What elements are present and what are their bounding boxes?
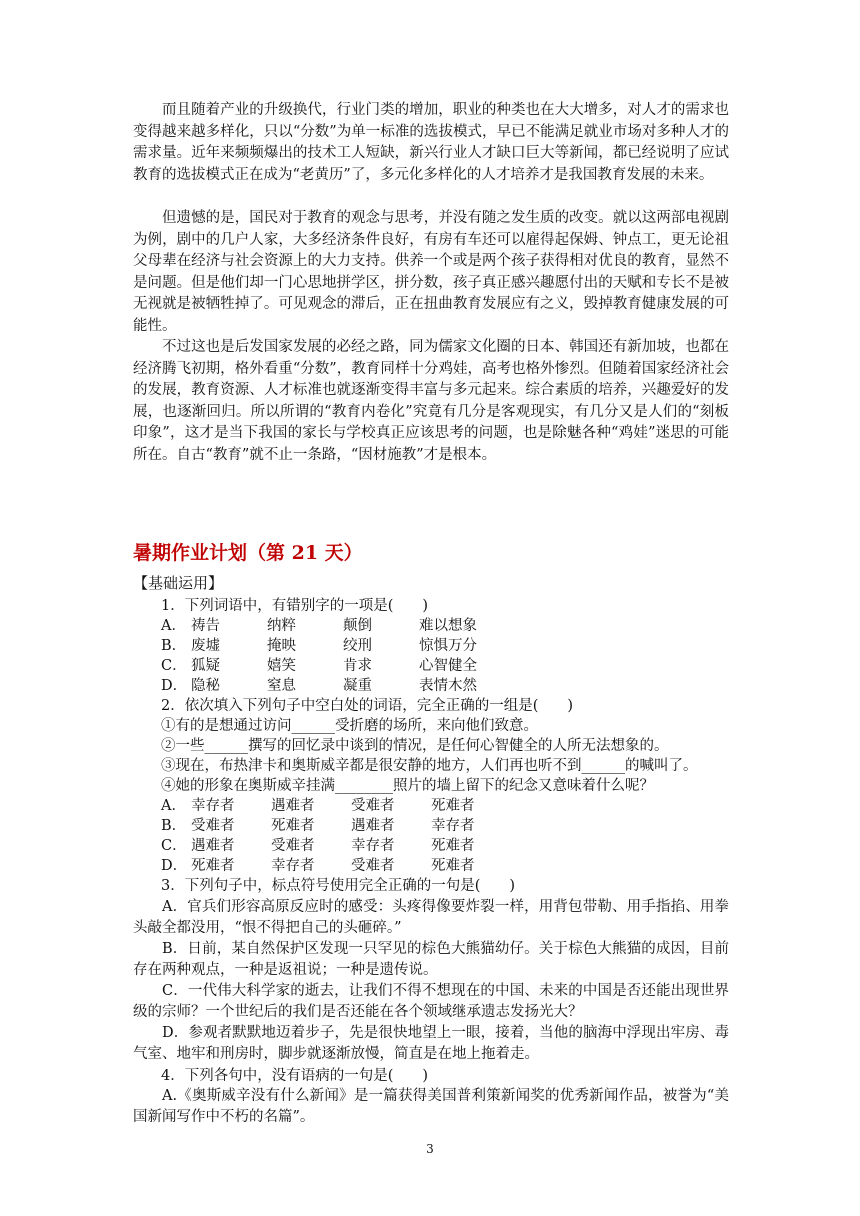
question-2-sentence-4: ④她的形象在奥斯威辛挂满________照片的墙上留下的纪念又意味着什么呢？	[161, 778, 654, 794]
option-letter: D．	[161, 858, 188, 874]
option-word: 遇难者	[271, 798, 315, 814]
option-word: 受难者	[271, 838, 315, 854]
option-word: 死难者	[431, 798, 475, 814]
option-letter: B．	[161, 818, 187, 834]
option-letter: D．	[161, 678, 188, 694]
question-2-sentence-2: ②一些______撰写的回忆录中谈到的情况，是任何心智健全的人所无法想象的。	[161, 738, 669, 754]
option-letter: C．	[161, 658, 187, 674]
option-word: 遇难者	[351, 818, 395, 834]
option-word: 隐秘	[191, 678, 220, 694]
question-2-option-a	[161, 796, 511, 816]
option-word: 幸存者	[351, 838, 395, 854]
question-3-option-a: A．官兵们形容高原反应时的感受：头疼得像要炸裂一样，用背包带勒、用手指掐、用拳头敲全都没用，“恨不得把自己的头砸碎。”	[133, 899, 729, 936]
option-word: 死难者	[431, 858, 475, 874]
option-word: 受难者	[351, 798, 395, 814]
option-word: 祷告	[191, 618, 220, 634]
assignment-heading: 暑期作业计划（第 21 天）	[133, 542, 363, 564]
option-word: 幸存者	[431, 818, 475, 834]
option-word: 颠倒	[343, 618, 372, 634]
option-word: 纳粹	[267, 618, 296, 634]
option-word: 废墟	[191, 638, 220, 654]
option-word: 掩映	[267, 638, 296, 654]
question-1-stem: 1．下列词语中，有错别字的一项是( )	[161, 598, 429, 614]
question-1-option-a	[161, 616, 495, 636]
section-label: 【基础运用】	[133, 574, 224, 592]
option-word: 绞刑	[343, 638, 372, 654]
option-letter: B．	[161, 638, 187, 654]
option-word: 惊惧万分	[419, 638, 477, 654]
option-word: 幸存者	[271, 858, 315, 874]
option-word: 死难者	[191, 858, 235, 874]
question-3-option-c: C．一代伟大科学家的逝去，让我们不得不想现在的中国、未来的中国是否还能出现世界级的宗师？一个世纪后的我们是否还能在各个领域继承遗志发扬光大？	[133, 983, 729, 1020]
option-word: 肯求	[343, 658, 372, 674]
option-word: 嬉笑	[267, 658, 296, 674]
question-3-option-b: B．日前，某自然保护区发现一只罕见的棕色大熊猫幼仔。关于棕色大熊猫的成因，目前存在两种观点，一种是返祖说；一种是遗传说。	[133, 941, 729, 978]
question-3-option-d: D．参观者默默地迈着步子，先是很快地望上一眼，接着，当他的脑海中浮现出牢房、毒气室、地牢和刑房时，脚步就逐渐放慢，简直是在地上拖着走。	[133, 1025, 729, 1062]
option-letter: A．	[161, 618, 186, 634]
option-word: 狐疑	[191, 658, 220, 674]
question-4-option-a: A.《奥斯威辛没有什么新闻》是一篇获得美国普利策新闻奖的优秀新闻作品，被誉为“美国新闻写作中不朽的名篇”。	[133, 1088, 729, 1125]
option-word: 受难者	[191, 818, 235, 834]
option-word: 表情木然	[419, 678, 477, 694]
option-word: 受难者	[351, 858, 395, 874]
option-letter: C．	[161, 838, 187, 854]
option-word: 幸存者	[191, 798, 235, 814]
question-2-option-c	[161, 836, 511, 856]
question-1-option-c	[161, 656, 495, 676]
option-letter: A．	[161, 798, 186, 814]
question-2-stem: 2．依次填入下列句子中空白处的词语，完全正确的一组是( )	[161, 698, 574, 714]
page-number: 3	[426, 1142, 434, 1156]
option-word: 死难者	[271, 818, 315, 834]
paragraph-1: 而且随着产业的升级换代，行业门类的增加，职业的种类也在大大增多，对人才的需求也变得越来越多样化，只以“分数”为单一标准的选拔模式，早已不能满足就业市场对多种人才的需求量。近年来频频爆出的技术工人短缺，新兴行业人才缺口巨大等新闻，都已经说明了应试教育的选拔模式正在成为“老黄历”了，多元化多样化的人才培养才是我国教育发展的未来。	[133, 102, 729, 183]
question-2-option-b	[161, 816, 511, 836]
paragraph-2: 但遗憾的是，国民对于教育的观念与思考，并没有随之发生质的改变。就以这两部电视剧为例，剧中的几户人家，大多经济条件良好，有房有车还可以雇得起保姆、钟点工，更无论祖父母辈在经济与社会资源上的大力支持。供养一个或是两个孩子获得相对优良的教育，显然不是问题。但是他们却一门心思地拼学区，拼分数，孩子真正感兴趣愿付出的天赋和专长不是被无视就是被牺牲掉了。可见观念的滞后，正在扭曲教育发展应有之义，毁掉教育健康发展的可能性。	[133, 210, 729, 334]
question-4-stem: 4．下列各句中，没有语病的一句是( )	[161, 1068, 429, 1084]
question-1-option-b	[161, 636, 495, 656]
option-word: 难以想象	[419, 618, 477, 634]
question-2-sentence-1: ①有的是想通过访问______受折磨的场所，来向他们致意。	[161, 718, 538, 734]
option-word: 死难者	[431, 838, 475, 854]
option-word: 凝重	[343, 678, 372, 694]
question-2-sentence-3: ③现在，布热津卡和奥斯威辛都是很安静的地方，人们再也听不到______的喊叫了。	[161, 758, 698, 774]
question-2-option-d	[161, 856, 511, 876]
option-word: 心智健全	[419, 658, 477, 674]
paragraph-3: 不过这也是后发国家发展的必经之路，同为儒家文化圈的日本、韩国还有新加坡，也都在经济腾飞初期，格外看重“分数”，教育同样十分鸡娃，高考也格外惨烈。但随着国家经济社会的发展，教育资源、人才标准也就逐渐变得丰富与多元起来。综合素质的培养，兴趣爱好的发展，也逐渐回归。所以所谓的“教育内卷化”究竟有几分是客观现实，有几分又是人们的“刻板印象”，这才是当下我国的家长与学校真正应该思考的问题，也是除魅各种“鸡娃”迷思的可能所在。自古“教育”就不止一条路，“因材施教”才是根本。	[133, 339, 729, 463]
question-3-stem: 3．下列句子中，标点符号使用完全正确的一句是( )	[161, 878, 516, 894]
option-word: 遇难者	[191, 838, 235, 854]
option-word: 窒息	[267, 678, 296, 694]
question-1-option-d	[161, 676, 495, 696]
